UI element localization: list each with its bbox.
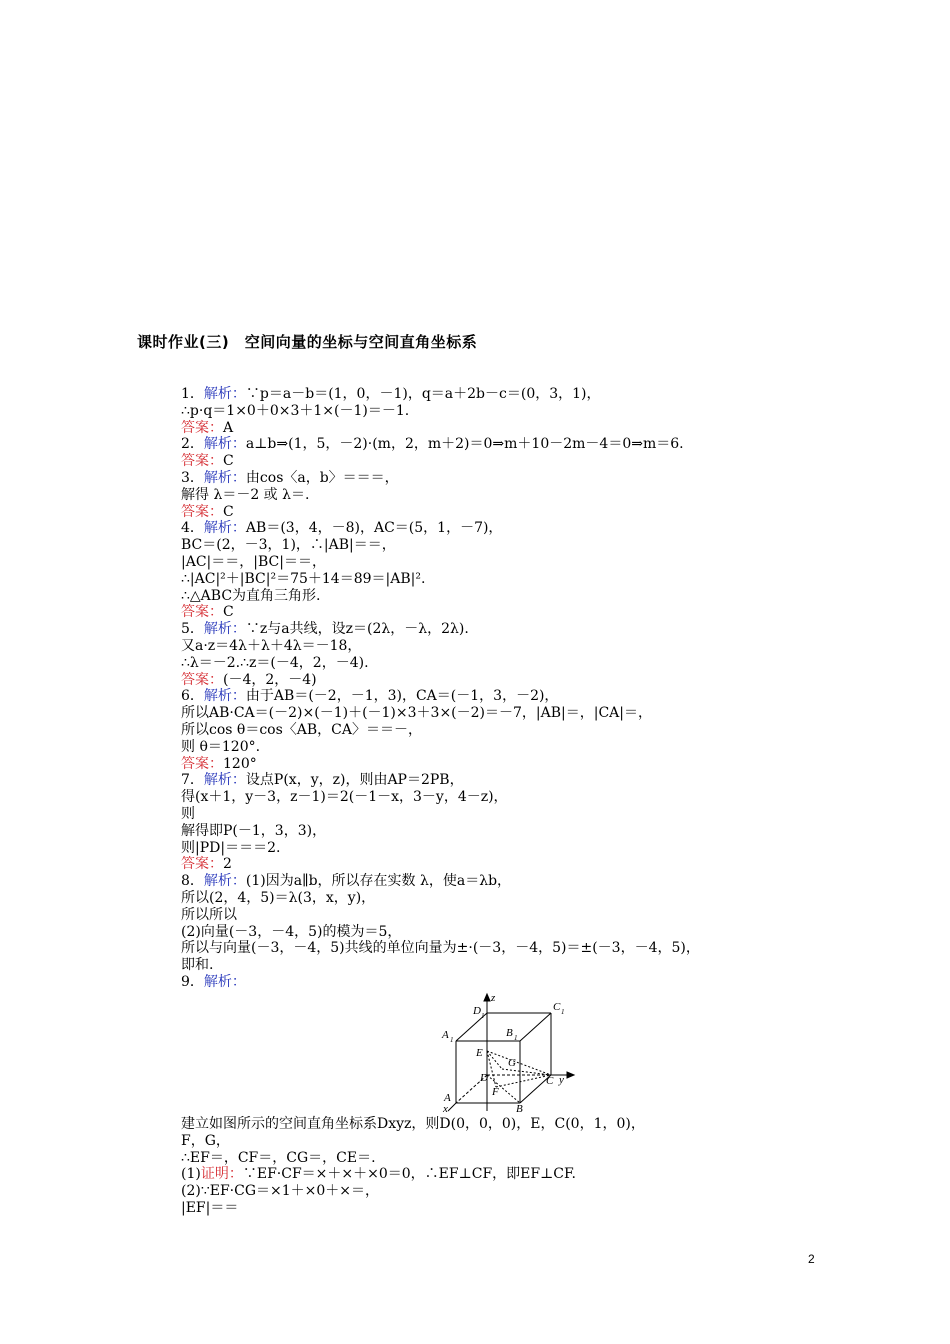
line-text: AB＝(3，4，－8)，AC＝(5，1，－7)， [245, 520, 503, 537]
text-line [181, 386, 821, 403]
text-line [181, 722, 821, 739]
text-line [181, 1133, 821, 1150]
label-e: E [476, 1047, 483, 1059]
label-a1: A [442, 1029, 449, 1041]
line-text: 所以(2，4，5)＝λ(3，x，y)， [181, 889, 376, 906]
label-z: z [491, 992, 496, 1004]
text-line [181, 672, 821, 689]
text-line [181, 1116, 821, 1133]
svg-text:1: 1 [481, 1012, 485, 1020]
item-number: 8． [181, 873, 204, 890]
line-text: BC＝(2，－3，1)，∴|AB|＝＝， [181, 537, 396, 554]
line-text: 设点P(x，y，z)，则由AP＝2PB， [245, 772, 464, 789]
label-c: C [546, 1075, 554, 1087]
label-c1: C [553, 1001, 561, 1013]
line-text: 2 [223, 856, 232, 873]
text-line [181, 588, 821, 605]
text-line [181, 806, 821, 823]
text-line [181, 1166, 821, 1183]
line-text: (2)向量(－3，－4，5)的模为＝5， [181, 923, 402, 940]
text-line [181, 789, 821, 806]
text-line [181, 840, 821, 857]
item-number: 5． [181, 621, 204, 638]
line-text: C [223, 503, 234, 520]
text-line [181, 856, 821, 873]
text-line [181, 403, 821, 420]
line-text: (1)因为a∥b，所以存在实数 λ，使a＝λb， [245, 873, 512, 890]
line-text: 120° [223, 755, 257, 772]
item-number: 1． [181, 386, 204, 402]
line-text: (－4，2，－4) [223, 671, 317, 688]
page-title: 课时作业(三) 空间向量的坐标与空间直角坐标系 [137, 333, 478, 351]
line-text: A [223, 419, 234, 436]
item-number: (1) [181, 1166, 201, 1183]
line-text: C [223, 453, 234, 470]
label-y: y [559, 1074, 564, 1086]
text-line [181, 940, 821, 957]
analysis-label: 解析： [203, 873, 246, 890]
text-line [181, 924, 821, 941]
text-line [181, 688, 821, 705]
line-text: 则|PD|＝＝＝2. [181, 839, 281, 856]
line-text: ∴△ABC为直角三角形. [181, 587, 321, 604]
text-line [181, 756, 821, 773]
line-text: |EF|＝＝ [181, 1199, 239, 1216]
answer-label: 答案： [181, 755, 223, 772]
label-b1: B [506, 1027, 513, 1039]
line-text: 解得 λ＝－2 或 λ＝. [181, 486, 310, 503]
text-line [181, 772, 821, 789]
solution-9-body [181, 1116, 821, 1217]
text-line [181, 1183, 821, 1200]
text-line [181, 705, 821, 722]
svg-text:1: 1 [561, 1008, 565, 1016]
line-text: 所以cos θ＝cos〈AB，CA〉＝＝－， [181, 721, 423, 738]
text-line [181, 554, 821, 571]
label-b: B [516, 1103, 523, 1113]
text-line [181, 1200, 821, 1217]
line-text: (2)∵EF·CG＝×1＋×0＋×＝， [181, 1183, 380, 1200]
label-a: A [444, 1092, 451, 1104]
text-line [181, 1150, 821, 1167]
page-number: 2 [808, 1252, 815, 1266]
line-text: 则 θ＝120°. [181, 738, 261, 755]
text-line [181, 957, 821, 974]
text-line [181, 823, 821, 840]
text-line [181, 487, 821, 504]
svg-text:1: 1 [514, 1034, 518, 1042]
item-number: 7． [181, 772, 204, 789]
analysis-label: 解析： [203, 469, 246, 486]
line-text: ∴|AC|²＋|BC|²＝75＋14＝89＝|AB|². [181, 570, 426, 587]
line-text: F，G， [181, 1132, 230, 1149]
line-text: ∴p·q＝1×0＋0×3＋1×(－1)＝－1. [181, 402, 410, 419]
line-text: ∴λ＝－2.∴z＝(－4，2，－4). [181, 654, 369, 671]
answer-label: 答案： [181, 453, 223, 470]
text-line [181, 907, 821, 924]
text-line [181, 504, 821, 521]
line-text: ∵z与a共线，设z＝(2λ，－λ，2λ). [245, 621, 469, 638]
answer-label: 答案： [181, 671, 223, 688]
item-number: 9． [181, 973, 204, 990]
text-line [181, 470, 821, 487]
z-axis-arrow [484, 994, 490, 1001]
line-text: 所以所以 [181, 906, 237, 923]
text-line [181, 436, 821, 453]
analysis-label: 解析： [203, 436, 246, 453]
text-line [181, 655, 821, 672]
line-text: 即和. [181, 957, 214, 974]
text-line [181, 537, 821, 554]
item-number: 3． [181, 469, 204, 486]
label-d1: D [473, 1005, 481, 1017]
cube-coordinate-figure [436, 991, 576, 1113]
svg-text:1: 1 [450, 1036, 454, 1044]
line-text: 由cos〈a，b〉＝＝＝， [245, 469, 399, 486]
line-text: a⊥b⇒(1，5，－2)·(m，2，m＋2)＝0⇒m＋10－2m－4＝0⇒m＝6. [245, 436, 684, 453]
analysis-label: 解析： [203, 520, 246, 537]
item-number: 6． [181, 688, 204, 705]
analysis-label: 解析： [203, 772, 246, 789]
text-line [181, 638, 821, 655]
analysis-label: 解析： [203, 688, 246, 705]
answer-label: 答案： [181, 503, 223, 520]
line-text: ∵EF·CF＝×＋×＋×0＝0，∴EF⊥CF，即EF⊥CF. [242, 1166, 576, 1183]
analysis-label: 证明： [200, 1166, 243, 1183]
label-g: G [508, 1057, 516, 1069]
text-line [181, 520, 821, 537]
line-text: |AC|＝＝，|BC|＝＝， [181, 553, 326, 570]
text-line [181, 621, 821, 638]
text-line [181, 420, 821, 437]
solutions-body [181, 386, 821, 991]
item-number: 2． [181, 436, 204, 453]
analysis-label: 解析： [203, 621, 246, 638]
line-text: 建立如图所示的空间直角坐标系Dxyz，则D(0，0，0)，E，C(0，1，0)， [181, 1116, 645, 1132]
line-text: 则 [181, 805, 195, 822]
line-text: 由于AB＝(－2，－1，3)，CA＝(－1，3，－2)， [245, 688, 559, 705]
line-text: 又a·z＝4λ＋λ＋4λ＝－18， [181, 637, 362, 654]
analysis-label: 解析： [203, 973, 246, 990]
line-text: 所以与向量(－3，－4，5)共线的单位向量为±·(－3，－4，5)＝±(－3，－4，5)， [181, 940, 700, 957]
label-d: D [480, 1072, 488, 1084]
text-line [181, 890, 821, 907]
item-number: 4． [181, 520, 204, 537]
answer-label: 答案： [181, 856, 223, 873]
text-line [181, 974, 821, 991]
answer-label: 答案： [181, 604, 223, 621]
line-text: ∵p＝a－b＝(1，0，－1)，q＝a＋2b－c＝(0，3，1)， [245, 386, 601, 402]
text-line [181, 453, 821, 470]
label-x: x [443, 1103, 448, 1113]
analysis-label: 解析： [203, 386, 246, 402]
text-line [181, 873, 821, 890]
answer-label: 答案： [181, 419, 223, 436]
line-text: 得(x＋1，y－3，z－1)＝2(－1－x，3－y，4－z)， [181, 789, 508, 806]
line-text: 解得即P(－1，3，3)， [181, 822, 327, 839]
text-line [181, 571, 821, 588]
line-text: C [223, 604, 234, 621]
label-f: F [492, 1086, 499, 1098]
text-line [181, 604, 821, 621]
text-line [181, 739, 821, 756]
line-text: 所以AB·CA＝(－2)×(－1)＋(－1)×3＋3×(－2)＝－7，|AB|＝，|CA|＝， [181, 705, 652, 722]
line-text: ∴EF＝，CF＝，CG＝，CE＝. [181, 1149, 376, 1166]
